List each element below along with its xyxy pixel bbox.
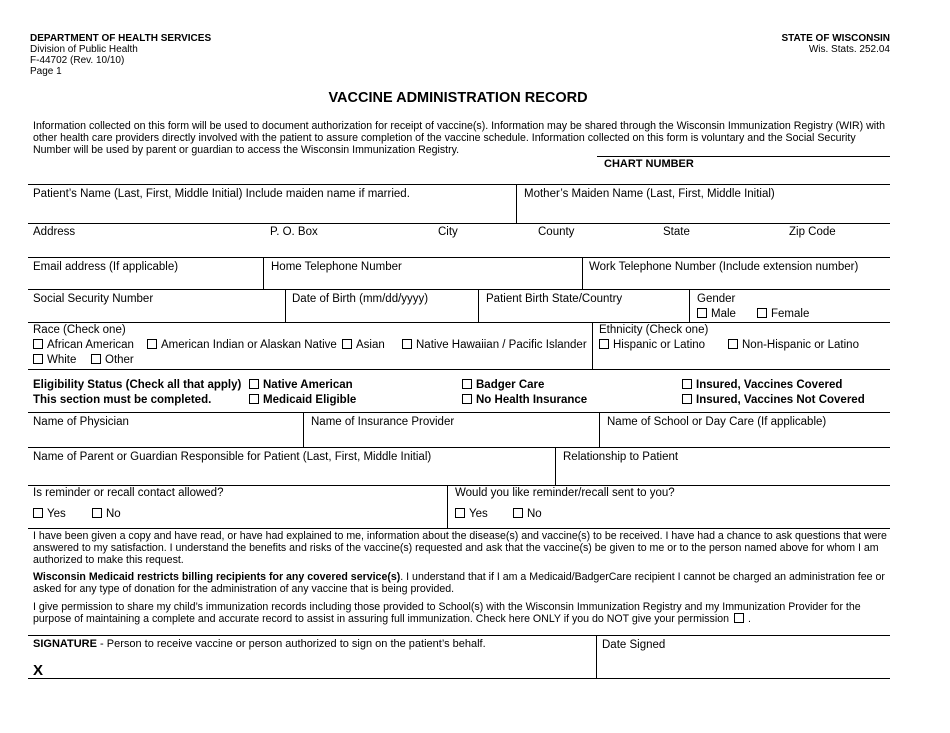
chart-number-label: CHART NUMBER: [604, 158, 694, 170]
asian-checkbox[interactable]: [342, 339, 352, 349]
insured-not-covered-option[interactable]: [682, 394, 865, 406]
african-american-checkbox[interactable]: [33, 339, 43, 349]
female-checkbox[interactable]: [757, 308, 767, 318]
divider: [28, 678, 890, 679]
no-health-insurance-option[interactable]: [462, 394, 587, 406]
zip-code-field[interactable]: Zip Code: [789, 226, 836, 238]
divider: [28, 485, 890, 486]
medicaid-eligible-checkbox[interactable]: [249, 394, 259, 404]
race-hawaiian-option[interactable]: [402, 339, 587, 351]
form-number: F-44702 (Rev. 10/10): [30, 55, 125, 66]
divider: [555, 447, 556, 485]
hawaiian-label: Native Hawaiian / Pacific Islander: [416, 339, 587, 351]
medicaid-fee-text: . I understand that if I am a Medicaid/BadgerCare recipient I cannot be charged an administration fee or asked for any type of donation for the administration of any vaccine that is being provided.: [33, 571, 885, 595]
insurance-provider-field[interactable]: Name of Insurance Provider: [311, 416, 455, 428]
male-checkbox[interactable]: [697, 308, 707, 318]
reminder-allowed-yes-checkbox[interactable]: [33, 508, 43, 518]
divider: [478, 289, 479, 322]
other-label: Other: [105, 354, 134, 366]
hispanic-checkbox[interactable]: [599, 339, 609, 349]
signature-x-mark: X: [33, 662, 44, 679]
medicaid-eligible-option[interactable]: [249, 394, 356, 406]
patient-name-field[interactable]: Patient’s Name (Last, First, Middle Initial) Include maiden name if married.: [33, 188, 410, 200]
american-indian-label: American Indian or Alaskan Native: [161, 339, 337, 351]
mother-maiden-name-field[interactable]: Mother’s Maiden Name (Last, First, Middle Initial): [524, 188, 775, 200]
department-name: DEPARTMENT OF HEALTH SERVICES: [30, 33, 212, 44]
divider: [28, 257, 890, 258]
reminder-sent-yes-checkbox[interactable]: [455, 508, 465, 518]
signature-heading: SIGNATURE: [33, 638, 97, 650]
permission-text: I give permission to share my child’s immunization records including those provided to School(s) with the Wisconsin Immunization Registry and my Immunization Provider for the purpose of maintaining a complete and accurate record to assist in assuring full immunization. Check here ONLY if you do NOT give your permission: [33, 601, 861, 625]
header-right: [781, 33, 890, 55]
page-number: Page 1: [30, 66, 62, 77]
reminder-allowed-no-checkbox[interactable]: [92, 508, 102, 518]
guardian-name-field[interactable]: Name of Parent or Guardian Responsible for Patient (Last, First, Middle Initial): [33, 451, 432, 463]
race-asian-option[interactable]: [342, 339, 385, 351]
divider: [28, 289, 890, 290]
insured-not-covered-checkbox[interactable]: [682, 394, 692, 404]
other-checkbox[interactable]: [91, 354, 101, 364]
non-hispanic-label: Non-Hispanic or Latino: [742, 339, 859, 351]
divider: [28, 223, 890, 224]
ethnicity-label: Ethnicity (Check one): [599, 324, 709, 336]
state-name: STATE OF WISCONSIN: [781, 33, 890, 44]
ethnicity-non-hispanic-option[interactable]: [728, 339, 859, 351]
badger-care-option[interactable]: [462, 379, 544, 391]
eligibility-heading: Eligibility Status (Check all that apply): [33, 379, 242, 391]
divider: [28, 322, 890, 323]
signature-field[interactable]: [60, 660, 590, 678]
medicaid-eligible-label: Medicaid Eligible: [263, 394, 357, 406]
male-label: Male: [711, 308, 736, 320]
badger-care-checkbox[interactable]: [462, 379, 472, 389]
white-checkbox[interactable]: [33, 354, 43, 364]
chart-number-line: [597, 156, 890, 157]
consent-paragraph-3: I give permission to share my child’s immunization records including those provided to School(s) with the Wisconsin Immunization Registry and my Immunization Provider for the purpose of maintaining a complete and accurate record to assist in assuring full immunization. Check here ONLY if you do NOT give your permission .: [33, 601, 861, 625]
intro-paragraph: Information collected on this form will be used to document authorization for receipt of vaccine(s). Information may be shared through the Wisconsin Immunization Registry (WIR) with other health care providers directly involved with the patient to assure completion of the vaccine schedule. Information collected on this form is voluntary and the Social Security Number will be used by parent or guardian to access the Wisconsin Immunization Registry.: [33, 120, 885, 156]
header-left: [30, 33, 211, 77]
female-label: Female: [771, 308, 810, 320]
divider: [28, 635, 890, 636]
ssn-field[interactable]: Social Security Number: [33, 293, 154, 305]
signature-label: [33, 638, 486, 650]
signature-instruction: - Person to receive vaccine or person authorized to sign on the patient’s behalf.: [96, 638, 486, 650]
gender-male-option[interactable]: [697, 308, 736, 320]
school-field[interactable]: Name of School or Day Care (If applicable): [607, 416, 827, 428]
reminder-sent-yes[interactable]: [455, 508, 488, 520]
reminder-sent-no[interactable]: [513, 508, 542, 520]
race-american-indian-option[interactable]: [147, 339, 337, 351]
reminder-allowed-label: Is reminder or recall contact allowed?: [33, 487, 224, 499]
page-title: VACCINE ADMINISTRATION RECORD: [328, 90, 588, 106]
divider: [28, 412, 890, 413]
state-field[interactable]: State: [663, 226, 690, 238]
divider: [28, 528, 890, 529]
race-african-american-option[interactable]: [33, 339, 134, 351]
consent-paragraph-1: I have been given a copy and have read, or have had explained to me, information about the disease(s) and vaccine(s) to be received. I have had a chance to ask questions that were answered to my satisfaction. I understand the benefits and risks of the vaccine(s) requested and ask that the vaccine(s) be given to me or to the person named above for whom I am authorized to make this request.: [33, 530, 887, 566]
divider: [582, 257, 583, 289]
hawaiian-checkbox[interactable]: [402, 339, 412, 349]
asian-label: Asian: [356, 339, 385, 351]
divider: [689, 289, 690, 322]
reminder-allowed-yes[interactable]: [33, 508, 66, 520]
hispanic-label: Hispanic or Latino: [613, 339, 706, 351]
gender-female-option[interactable]: [757, 308, 809, 320]
african-american-label: African American: [47, 339, 134, 351]
badger-care-label: Badger Care: [476, 379, 545, 391]
reminder-sent-label: Would you like reminder/recall sent to you?: [455, 487, 675, 499]
relationship-field[interactable]: Relationship to Patient: [563, 451, 679, 463]
divider: [516, 184, 517, 223]
divider: [303, 412, 304, 447]
city-field[interactable]: City: [438, 226, 458, 238]
divider: [592, 322, 593, 369]
divider: [263, 257, 264, 289]
divider: [28, 184, 890, 185]
po-box-field[interactable]: P. O. Box: [270, 226, 318, 238]
gender-label: Gender: [697, 293, 736, 305]
consent-paragraph-2: [33, 571, 891, 595]
ethnicity-hispanic-option[interactable]: [599, 339, 705, 351]
native-american-checkbox[interactable]: [249, 379, 259, 389]
medicaid-restriction-text: Wisconsin Medicaid restricts billing recipients for any covered service(s): [33, 571, 401, 583]
dob-field[interactable]: Date of Birth (mm/dd/yyyy): [292, 293, 429, 305]
divider: [285, 289, 286, 322]
date-signed-field[interactable]: Date Signed: [602, 639, 666, 651]
race-other-option[interactable]: [91, 354, 134, 366]
insured-covered-label: Insured, Vaccines Covered: [696, 379, 843, 391]
no-label: No: [106, 508, 121, 520]
physician-field[interactable]: Name of Physician: [33, 416, 129, 428]
eligibility-required-note: This section must be completed.: [33, 394, 212, 406]
native-american-label: Native American: [263, 379, 353, 391]
address-field[interactable]: Address: [33, 226, 76, 238]
divider: [28, 369, 890, 370]
divider: [599, 412, 600, 447]
american-indian-checkbox[interactable]: [147, 339, 157, 349]
native-american-option[interactable]: [249, 379, 353, 391]
non-hispanic-checkbox[interactable]: [728, 339, 738, 349]
divider: [447, 485, 448, 528]
county-field[interactable]: County: [538, 226, 575, 238]
insured-covered-checkbox[interactable]: [682, 379, 692, 389]
reminder-allowed-no[interactable]: [92, 508, 121, 520]
divider: [596, 636, 597, 678]
no-permission-checkbox[interactable]: [734, 613, 744, 623]
yes-label: Yes: [47, 508, 66, 520]
no-health-insurance-checkbox[interactable]: [462, 394, 472, 404]
race-label: Race (Check one): [33, 324, 126, 336]
division-name: Division of Public Health: [30, 44, 138, 55]
insured-not-covered-label: Insured, Vaccines Not Covered: [696, 394, 865, 406]
reminder-sent-no-checkbox[interactable]: [513, 508, 523, 518]
yes-label: Yes: [469, 508, 488, 520]
email-field[interactable]: Email address (If applicable): [33, 261, 179, 273]
work-phone-field[interactable]: Work Telephone Number (Include extension number): [589, 261, 859, 273]
race-white-option[interactable]: [33, 354, 76, 366]
statute: Wis. Stats. 252.04: [808, 44, 890, 55]
no-health-insurance-label: No Health Insurance: [476, 394, 588, 406]
insured-covered-option[interactable]: [682, 379, 842, 391]
home-phone-field[interactable]: Home Telephone Number: [271, 261, 402, 273]
no-label: No: [527, 508, 542, 520]
divider: [28, 447, 890, 448]
birth-state-field[interactable]: Patient Birth State/Country: [486, 293, 623, 305]
white-label: White: [47, 354, 77, 366]
